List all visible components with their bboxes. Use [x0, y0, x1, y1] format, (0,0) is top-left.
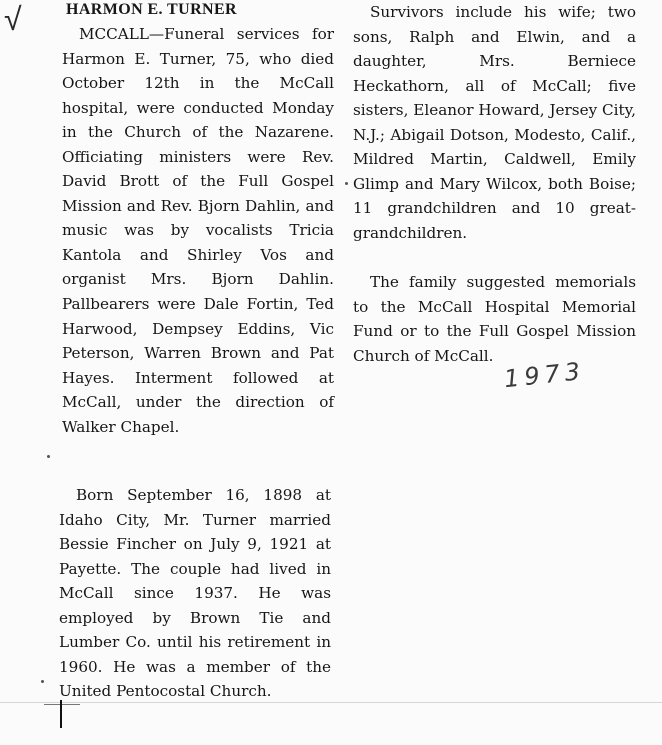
scan-mark-horizontal [44, 704, 80, 705]
scan-speck [41, 680, 44, 683]
left-column-paragraph-2 [59, 483, 331, 704]
funeral-paragraph: MCCALL—Funeral services for Harmon E. Turner, 75, who died October 12th in the McCall hospital, were conducted Monday in the Church of the Nazarene. Officiating ministers were Rev. David Brott of the Full Gospel Mission and Rev. Bjorn Dahlin, and music was by vocalists Tricia Kantola and Shirley Vos and organist Mrs. Bjorn Dahlin. Pallbearers were Dale Fortin, Ted Harwood, Dempsey Eddins, Vic Peterson, Warren Brown and Pat Hayes. Interment followed at McCall, under the direction of Walker Chapel. [62, 25, 334, 436]
memorials-paragraph: The family suggested memorials to the McCall Hospital Memorial Fund or to the Full Gospel Mission Church of McCall. [353, 273, 636, 365]
left-column-paragraph-1 [62, 22, 334, 439]
scan-speck [345, 182, 348, 185]
biography-paragraph: Born September 16, 1898 at Idaho City, Mr. Turner married Bessie Fincher on July 9, 1921 at Payette. The couple had lived in McCall since 1937. He was employed by Brown Tie and Lumber Co. until his retirement in 1960. He was a member of the United Pentocostal Church. [59, 486, 331, 701]
scan-speck [47, 455, 50, 458]
handwritten-year: 1973 [502, 356, 587, 394]
headline: HARMON E. TURNER [66, 1, 238, 18]
scan-edge-line [0, 702, 662, 703]
scan-mark-vertical [60, 700, 62, 728]
right-column-paragraph-1 [353, 0, 636, 245]
survivors-paragraph: Survivors include his wife; two sons, Ralph and Elwin, and a daughter, Mrs. Berniece Heckathorn, all of McCall; five sisters, Eleanor Howard, Jersey City, N.J.; Abigail Dotson, Modesto, Calif., Mildred Martin, Caldwell, Emily Glimp and Mary Wilcox, both Boise; 11 grandchildren and 10 great-grandchildren. [353, 3, 636, 242]
right-column-paragraph-2 [353, 270, 636, 368]
check-mark: √ [4, 0, 22, 38]
